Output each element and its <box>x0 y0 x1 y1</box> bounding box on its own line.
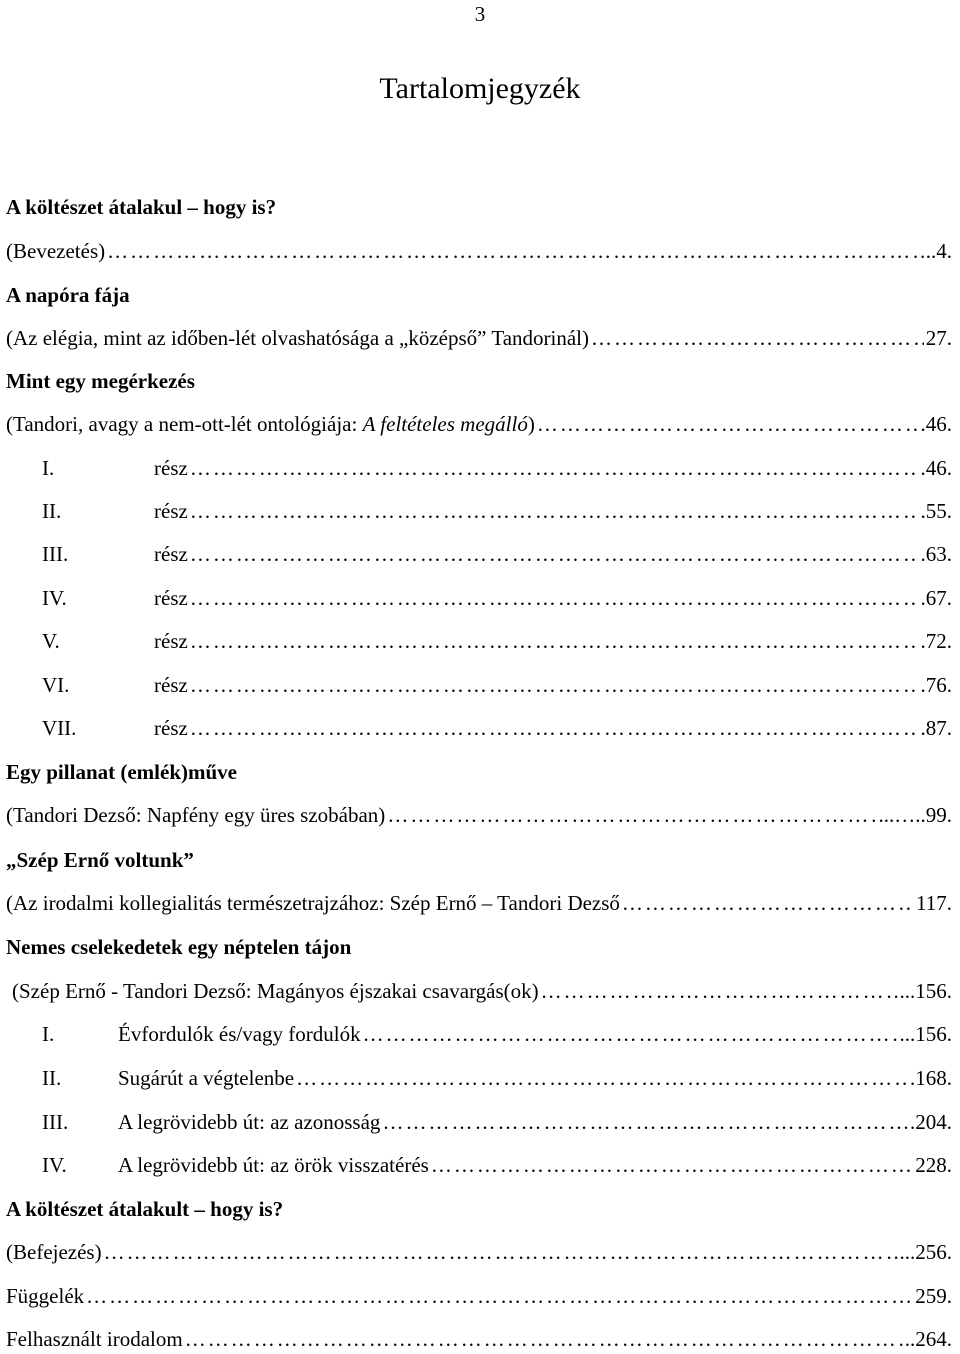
toc-part-6 <box>42 670 952 700</box>
page-number: 3 <box>474 2 486 26</box>
toc-sub-3 <box>42 1107 952 1137</box>
dot-leader <box>190 713 919 743</box>
toc-page-number: .168. <box>910 1066 952 1090</box>
toc-entry-label: I. Évfordulók és/vagy fordulók <box>42 1022 361 1046</box>
toc-part-7 <box>42 713 952 743</box>
toc-entry-label: VI. rész <box>42 673 188 697</box>
toc-entry-label: II. Sugárút a végtelenbe <box>42 1066 295 1090</box>
toc-heading-4: Egy pillanat (emlék)műve <box>6 760 237 784</box>
toc-entry-irodalom <box>6 1324 952 1354</box>
toc-page-number: ...256. <box>899 1240 952 1264</box>
toc-entry-label: III. rész <box>42 542 188 566</box>
dot-leader <box>622 888 914 918</box>
toc-part-3 <box>42 539 952 569</box>
toc-heading-7: A költészet átalakult – hogy is? <box>6 1197 284 1221</box>
toc-entry-ontologia <box>6 409 952 439</box>
dot-leader <box>382 1107 908 1137</box>
toc-page-number: .87. <box>920 716 952 740</box>
dot-leader <box>541 976 898 1006</box>
toc-entry-label: (Szép Ernő - Tandori Dezső: Magányos éjszakai csavargás(ok) <box>12 979 539 1003</box>
dot-leader <box>190 539 919 569</box>
toc-entry-napfeny <box>6 800 952 830</box>
toc-entry-fuggelek <box>6 1281 952 1311</box>
dot-leader <box>190 626 919 656</box>
toc-entry-label: (Tandori Dezső: Napfény egy üres szobában) <box>6 803 386 827</box>
toc-entry-elegia <box>6 323 952 353</box>
dot-leader <box>363 1019 898 1049</box>
toc-entry-label: (Az elégia, mint az időben-lét olvashatósága a „középső” Tandorinál) <box>6 326 589 350</box>
toc-entry-label: (Befejezés) <box>6 1240 102 1264</box>
dot-leader <box>387 800 876 830</box>
toc-heading-5: „Szép Ernő voltunk” <box>6 848 194 872</box>
toc-page-number: ..264. <box>904 1327 952 1351</box>
toc-part-4 <box>42 583 952 613</box>
toc-page-number: .55. <box>920 499 952 523</box>
toc-page-number: 27. <box>925 326 952 350</box>
toc-page-number: .76. <box>920 673 952 697</box>
toc-heading-3: Mint egy megérkezés <box>6 369 195 393</box>
toc-sub-1 <box>42 1019 952 1049</box>
toc-entry-label: (Az irodalmi kollegialitás természetrajzához: Szép Ernő – Tandori Dezső <box>6 891 620 915</box>
toc-entry-label: IV. rész <box>42 586 188 610</box>
dot-leader <box>591 323 924 353</box>
toc-entry-label: Felhasznált irodalom <box>6 1327 183 1351</box>
toc-sub-2 <box>42 1063 952 1093</box>
toc-part-2 <box>42 496 952 526</box>
toc-entry-label: VII. rész <box>42 716 188 740</box>
toc-part-1 <box>42 453 952 483</box>
toc-entry-kollegialitas <box>6 888 952 918</box>
toc-entry-label: IV. A legrövidebb út: az örök visszatérés <box>42 1153 429 1177</box>
toc-page-number: .46. <box>920 456 952 480</box>
toc-page-number: ...156. <box>899 979 952 1003</box>
toc-page-number: .46. <box>920 412 952 436</box>
toc-entry-label: V. rész <box>42 629 188 653</box>
dot-leader <box>431 1150 913 1180</box>
toc-page-number: .72. <box>920 629 952 653</box>
toc-entry-label: (Tandori, avagy a nem-ott-lét ontológiája: A feltételes megálló) <box>6 412 535 436</box>
dot-leader <box>104 1237 898 1267</box>
toc-entry-label: (Bevezetés) <box>6 239 106 263</box>
dot-leader <box>190 670 919 700</box>
dot-leader <box>190 496 919 526</box>
toc-heading-6: Nemes cselekedetek egy néptelen tájon <box>6 935 352 959</box>
toc-page-number: 117. <box>916 891 952 915</box>
toc-title: Tartalomjegyzék <box>379 72 581 105</box>
dot-leader <box>190 453 919 483</box>
toc-page-number: ..4. <box>925 239 952 263</box>
toc-sub-4 <box>42 1150 952 1180</box>
dot-leader <box>86 1281 913 1311</box>
toc-page-number: .67. <box>920 586 952 610</box>
toc-entry-befejezes <box>6 1237 952 1267</box>
dot-leader <box>190 583 919 613</box>
toc-page-number: ...…..99. <box>878 803 952 827</box>
toc-heading-2: A napóra fája <box>6 283 130 307</box>
toc-entry-bevezetes <box>6 236 952 266</box>
toc-entry-label: III. A legrövidebb út: az azonosság <box>42 1110 381 1134</box>
toc-part-5 <box>42 626 952 656</box>
dot-leader <box>537 409 919 439</box>
toc-entry-label: I. rész <box>42 456 188 480</box>
toc-entry-csavargas <box>12 976 952 1006</box>
toc-page-number: 228. <box>915 1153 952 1177</box>
dot-leader <box>185 1324 903 1354</box>
dot-leader <box>296 1063 908 1093</box>
toc-entry-label: Függelék <box>6 1284 85 1308</box>
toc-page-number: .63. <box>920 542 952 566</box>
toc-entry-label: II. rész <box>42 499 188 523</box>
toc-heading-1: A költészet átalakul – hogy is? <box>6 195 277 219</box>
toc-page-number: 259. <box>915 1284 952 1308</box>
toc-page-number: .204. <box>910 1110 952 1134</box>
toc-page-number: ...156. <box>899 1022 952 1046</box>
dot-leader <box>107 236 924 266</box>
